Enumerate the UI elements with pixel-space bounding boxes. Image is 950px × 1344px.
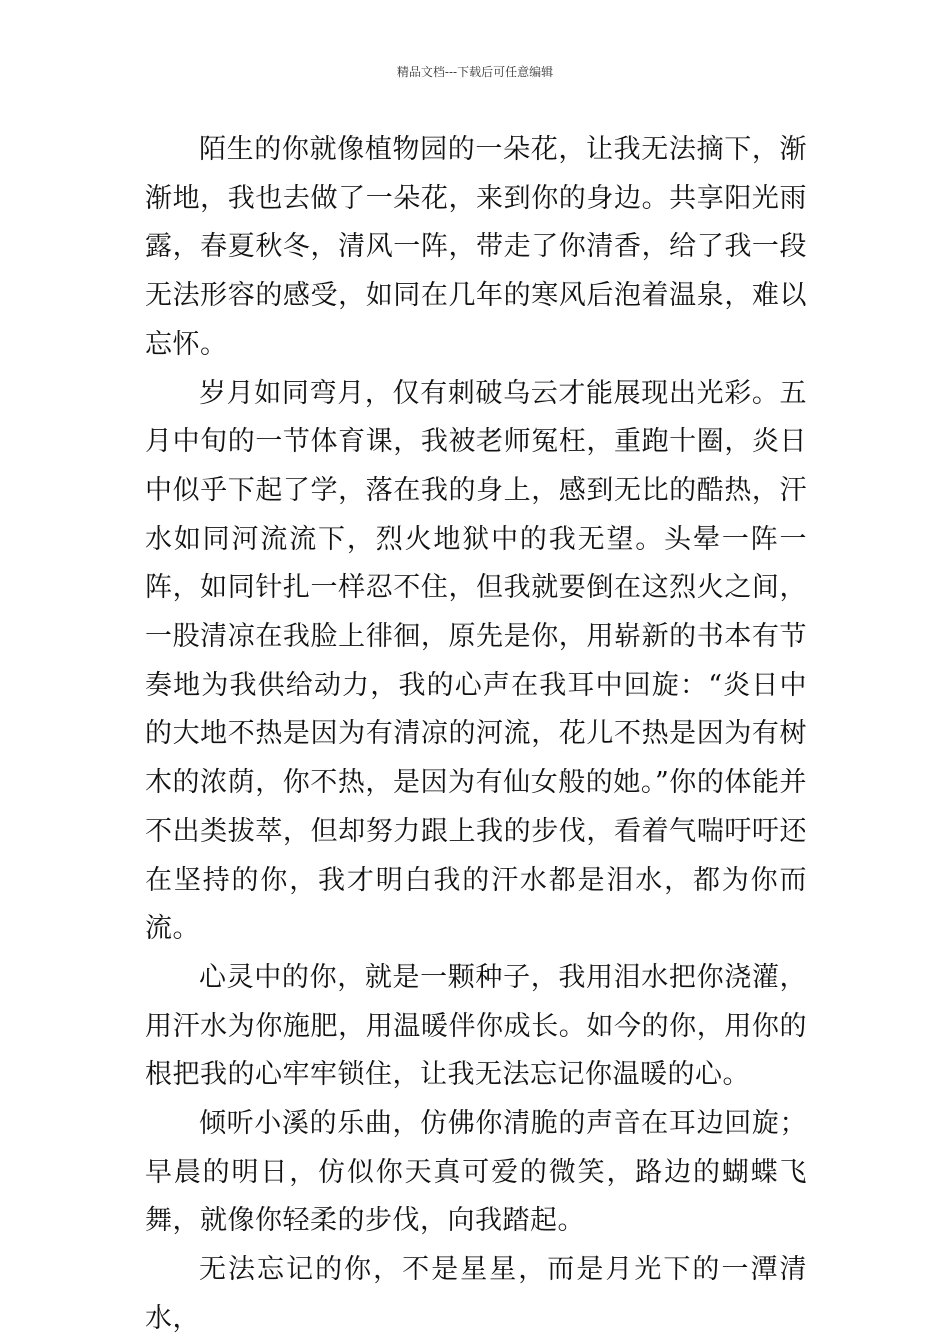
paragraph-3: 心灵中的你，就是一颗种子，我用泪水把你浇灌，用汗水为你施肥，用温暖伴你成长。如今的你，用你的根把我的心牢牢锁住，让我无法忘记你温暖的心。 [145,961,807,1091]
paragraph-5: 无法忘记的你，不是星星，而是月光下的一潭清水， [145,1254,807,1334]
paragraph-1: 陌生的你就像植物园的一朵花，让我无法摘下，渐渐地，我也去做了一朵花，来到你的身边。共享阳光雨露，春夏秋冬，清风一阵，带走了你清香，给了我一段无法形容的感受，如同在几年的寒风后泡着温泉，难以忘怀。 [145,134,807,360]
document-body [145,126,807,1344]
paragraph-4: 倾听小溪的乐曲，仿佛你清脆的声音在耳边回旋；早晨的明日，仿似你天真可爱的微笑，路边的蝴蝶飞舞，就像你轻柔的步伐，向我踏起。 [145,1108,807,1237]
paragraph-2: 岁月如同弯月，仅有刺破乌云才能展现出光彩。五月中旬的一节体育课，我被老师冤枉，重跑十圈，炎日中似乎下起了学，落在我的身上，感到无比的酷热，汗水如同河流流下，烈火地狱中的我无望。头晕一阵一阵，如同针扎一样忍不住，但我就要倒在这烈火之间，一股清凉在我脸上徘徊，原先是你，用崭新的书本有节奏地为我供给动力，我的心声在我耳中回旋：“炎日中的大地不热是因为有清凉的河流，花儿不热是因为有树木的浓荫，你不热，是因为有仙女般的她。”你的体能并不出类拔萃，但却努力跟上我的步伐，看着气喘吁吁还在坚持的你，我才明白我的汗水都是泪水，都为你而流。 [145,377,807,945]
page-header: 精品文档---下载后可任意编辑 [396,65,554,79]
